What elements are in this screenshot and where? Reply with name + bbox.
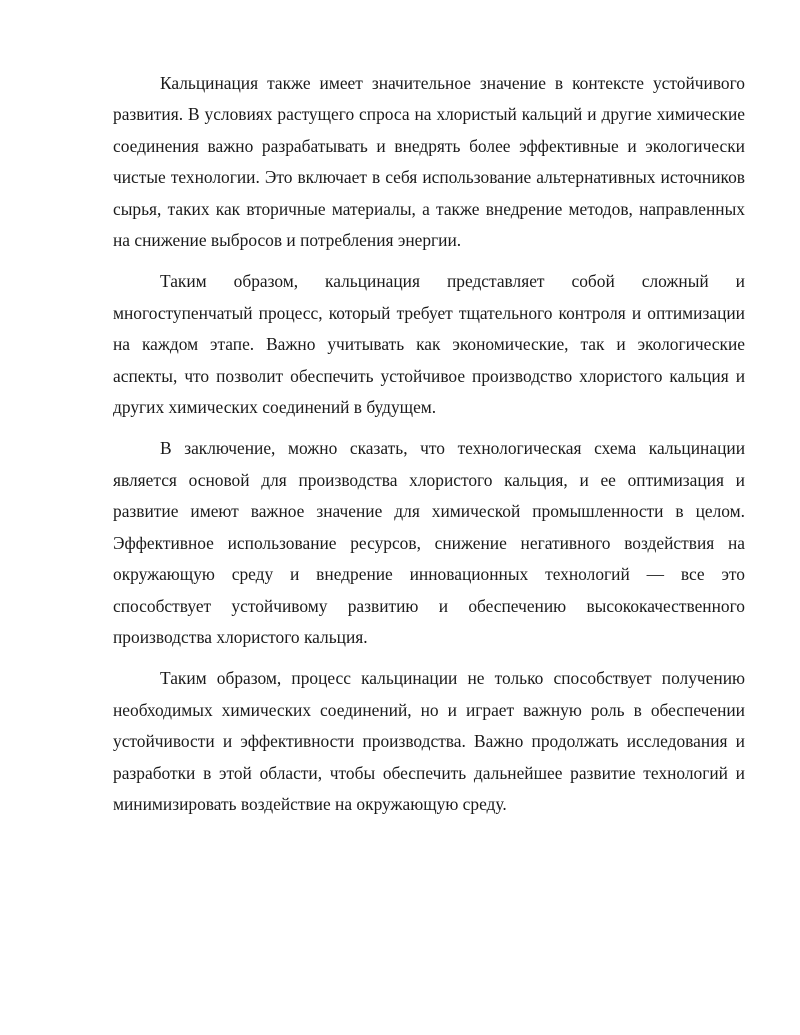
document-body	[113, 68, 745, 830]
paragraph-1: Кальцинация также имеет значительное значение в контексте устойчивого развития. В условиях растущего спроса на хлористый кальций и другие химические соединения важно разрабатывать и внедрять более эффективные и экологически чистые технологии. Это включает в себя использование альтернативных источников сырья, таких как вторичные материалы, а также внедрение методов, направленных на снижение выбросов и потребления энергии.	[113, 73, 745, 251]
paragraph-3: В заключение, можно сказать, что технологическая схема кальцинации является основой для производства хлористого кальция, и ее оптимизация и развитие имеют важное значение для химической промышленности в целом. Эффективное использование ресурсов, снижение негативного воздействия на окружающую среду и внедрение инновационных технологий — все это способствует устойчивому развитию и обеспечению высококачественного производства хлористого кальция.	[113, 438, 745, 647]
paragraph-4: Таким образом, процесс кальцинации не только способствует получению необходимых химических соединений, но и играет важную роль в обеспечении устойчивости и эффективности производства. Важно продолжать исследования и разработки в этой области, чтобы обеспечить дальнейшее развитие технологий и минимизировать воздействие на окружающую среду.	[113, 668, 745, 814]
paragraph-2: Таким образом, кальцинация представляет собой сложный и многоступенчатый процесс, который требует тщательного контроля и оптимизации на каждом этапе. Важно учитывать как экономические, так и экологические аспекты, что позволит обеспечить устойчивое производство хлористого кальция и других химических соединений в будущем.	[113, 271, 745, 418]
